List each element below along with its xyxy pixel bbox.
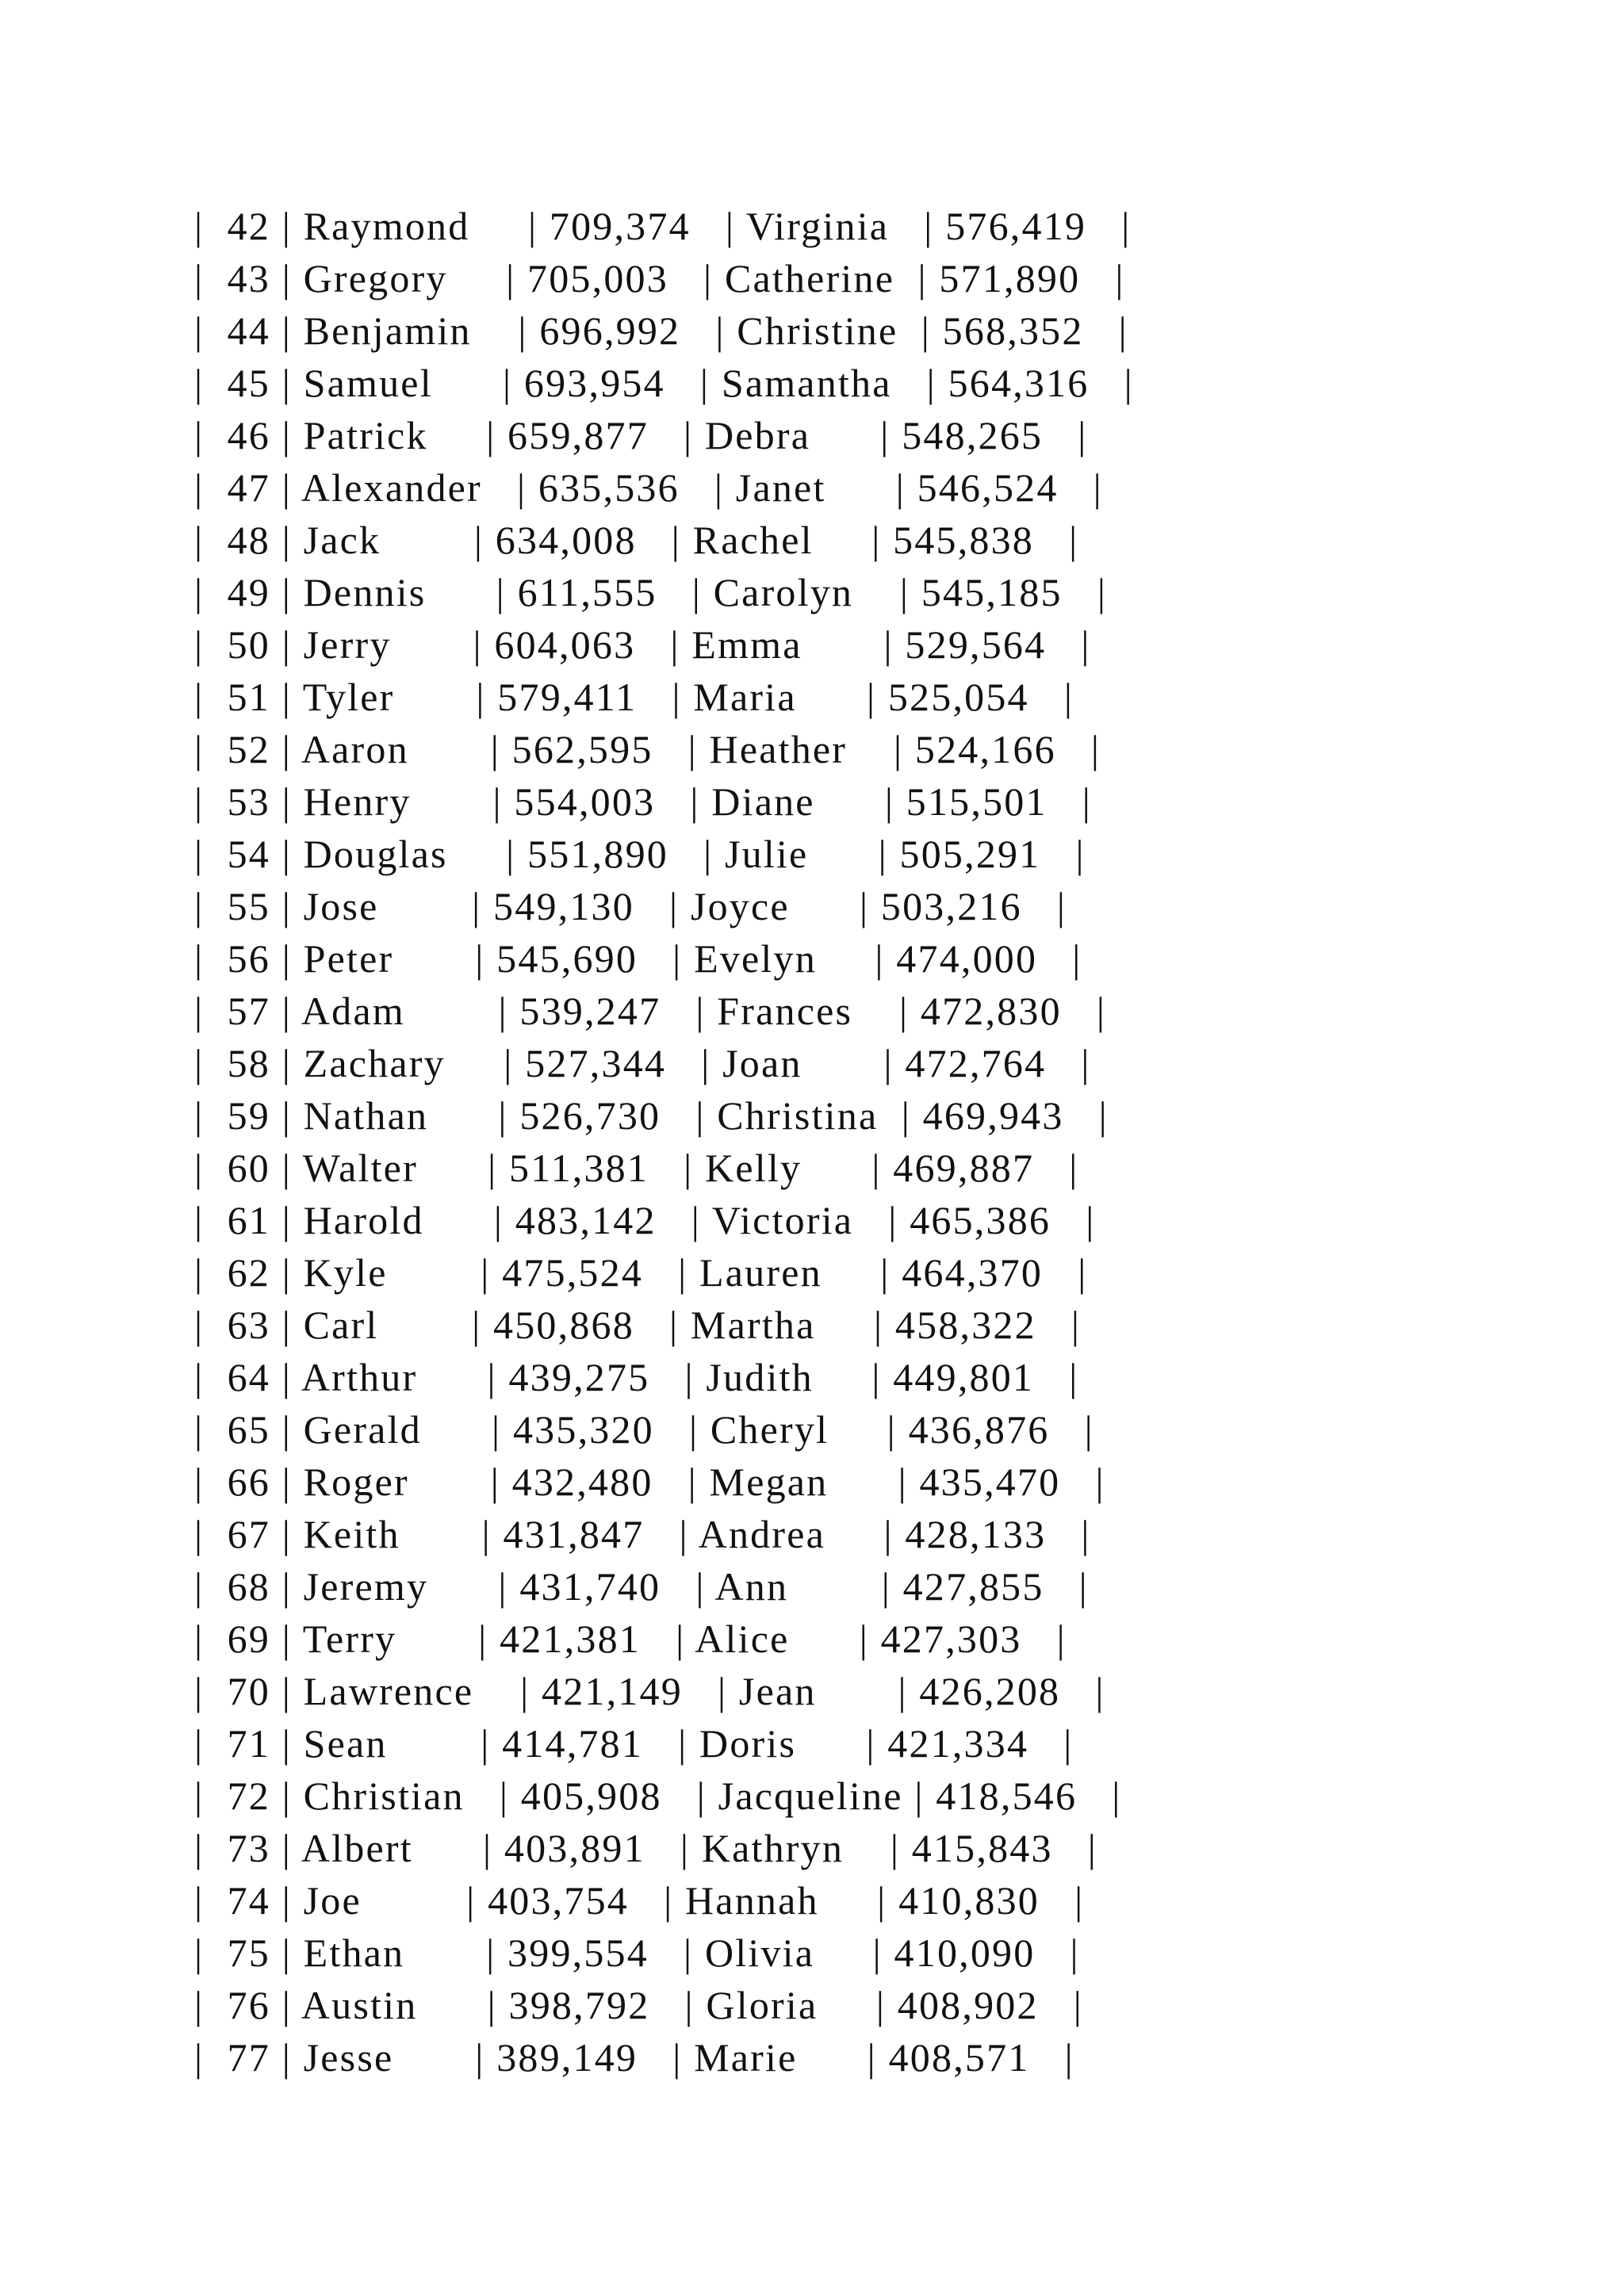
table-row: | 59 | Nathan | 526,730 | Christina | 469,943 |	[194, 1093, 1109, 1138]
table-row: | 58 | Zachary | 527,344 | Joan | 472,764 |	[194, 1041, 1091, 1085]
table-row: | 57 | Adam | 539,247 | Frances | 472,830 |	[194, 989, 1107, 1033]
table-row: | 68 | Jeremy | 431,740 | Ann | 427,855 |	[194, 1564, 1089, 1609]
table-row: | 76 | Austin | 398,792 | Gloria | 408,902 |	[194, 1983, 1083, 2027]
table-row: | 69 | Terry | 421,381 | Alice | 427,303 |	[194, 1617, 1067, 1661]
table-row: | 50 | Jerry | 604,063 | Emma | 529,564 |	[194, 622, 1091, 667]
table-row: | 71 | Sean | 414,781 | Doris | 421,334 |	[194, 1721, 1074, 1766]
table-row: | 61 | Harold | 483,142 | Victoria | 465,386 |	[194, 1198, 1096, 1242]
table-row: | 70 | Lawrence | 421,149 | Jean | 426,208 |	[194, 1669, 1105, 1713]
table-row: | 44 | Benjamin | 696,992 | Christine | 568,352 |	[194, 308, 1128, 353]
table-row: | 72 | Christian | 405,908 | Jacqueline | 418,546 |	[194, 1774, 1122, 1818]
table-row: | 73 | Albert | 403,891 | Kathryn | 415,843 |	[194, 1826, 1097, 1870]
table-row: | 67 | Keith | 431,847 | Andrea | 428,133 |	[194, 1512, 1091, 1556]
table-row: | 62 | Kyle | 475,524 | Lauren | 464,370 |	[194, 1250, 1088, 1295]
table-row: | 47 | Alexander | 635,536 | Janet | 546,524 |	[194, 465, 1103, 510]
table-row: | 55 | Jose | 549,130 | Joyce | 503,216 |	[194, 884, 1067, 928]
table-row: | 43 | Gregory | 705,003 | Catherine | 571,890 |	[194, 256, 1125, 300]
table-row: | 48 | Jack | 634,008 | Rachel | 545,838 |	[194, 518, 1079, 562]
table-row: | 53 | Henry | 554,003 | Diane | 515,501 |	[194, 779, 1092, 824]
table-row: | 63 | Carl | 450,868 | Martha | 458,322 |	[194, 1303, 1082, 1347]
name-ranking-table	[194, 200, 1134, 2084]
table-row: | 60 | Walter | 511,381 | Kelly | 469,887 |	[194, 1146, 1079, 1190]
table-row: | 49 | Dennis | 611,555 | Carolyn | 545,185 |	[194, 570, 1108, 614]
table-row: | 65 | Gerald | 435,320 | Cheryl | 436,876 |	[194, 1407, 1094, 1452]
table-row: | 54 | Douglas | 551,890 | Julie | 505,291 |	[194, 832, 1086, 876]
table-row: | 77 | Jesse | 389,149 | Marie | 408,571 |	[194, 2035, 1074, 2080]
table-row: | 51 | Tyler | 579,411 | Maria | 525,054 |	[194, 675, 1074, 719]
table-row: | 56 | Peter | 545,690 | Evelyn | 474,000 |	[194, 936, 1082, 981]
table-row: | 74 | Joe | 403,754 | Hannah | 410,830 |	[194, 1878, 1085, 1923]
table-row: | 42 | Raymond | 709,374 | Virginia | 576,419 |	[194, 204, 1132, 248]
table-row: | 45 | Samuel | 693,954 | Samantha | 564,316 |	[194, 361, 1134, 405]
table-row: | 64 | Arthur | 439,275 | Judith | 449,801 |	[194, 1355, 1079, 1399]
table-row: | 46 | Patrick | 659,877 | Debra | 548,265 |	[194, 413, 1088, 457]
table-row: | 52 | Aaron | 562,595 | Heather | 524,166 |	[194, 727, 1101, 771]
table-row: | 75 | Ethan | 399,554 | Olivia | 410,090 |	[194, 1931, 1080, 1975]
table-row: | 66 | Roger | 432,480 | Megan | 435,470 |	[194, 1460, 1105, 1504]
